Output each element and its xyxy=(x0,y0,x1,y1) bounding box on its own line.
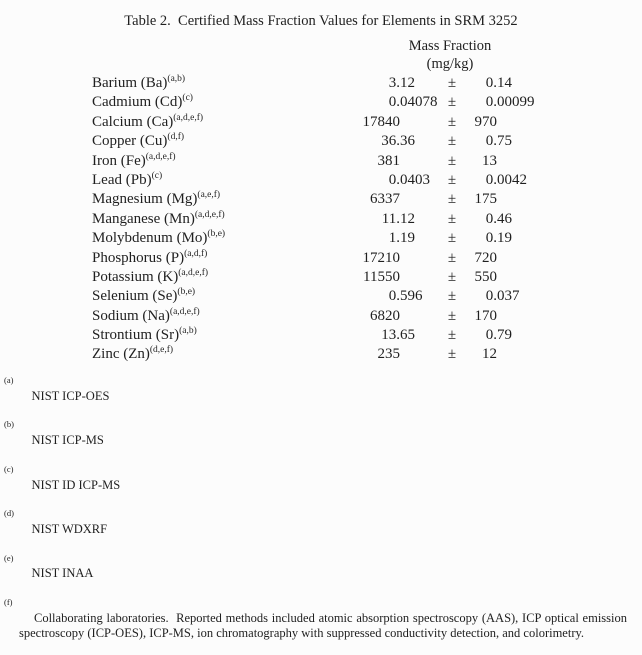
element-label: Lead (Pb) xyxy=(92,171,152,188)
plus-minus-symbol: ± xyxy=(447,191,457,208)
footnote xyxy=(4,507,627,551)
value-integer-part: 0. xyxy=(388,288,400,305)
table-row xyxy=(0,345,642,364)
table-row xyxy=(0,113,642,132)
element-name xyxy=(92,249,207,268)
footnote xyxy=(4,418,627,462)
element-methods-superscript: (a,d,e,f) xyxy=(169,306,200,317)
element-label: Cadmium (Cd) xyxy=(92,94,183,111)
value-integer-part: 11550 xyxy=(363,268,400,285)
footnote-text: NIST WDXRF xyxy=(31,521,108,536)
value-fraction-part: 12 xyxy=(400,210,415,227)
plus-minus-symbol: ± xyxy=(447,133,457,150)
element-name xyxy=(92,229,225,248)
footnote-text: Collaborating laboratories. Reported methods included atomic absorption spectroscopy (AAS), ICP optical emission spectroscopy (ICP-OES), ICP-MS, ion chromatography with suppressed conductivity detection, and colorimetry. xyxy=(19,610,631,640)
table-row xyxy=(0,307,642,326)
table-row xyxy=(0,93,642,112)
uncertainty-integer-part: 13 xyxy=(482,152,497,169)
plus-minus-symbol: ± xyxy=(447,327,457,344)
value-integer-part: 36. xyxy=(381,133,400,150)
plus-minus-symbol: ± xyxy=(447,210,457,227)
element-label: Iron (Fe) xyxy=(92,152,146,169)
footnote-text: NIST ID ICP-MS xyxy=(31,477,121,492)
value-fraction-part: 65 xyxy=(400,327,415,344)
uncertainty-fraction-part: 79 xyxy=(497,327,512,344)
element-methods-superscript: (d,f) xyxy=(167,132,185,143)
element-methods-superscript: (c) xyxy=(151,170,163,181)
certified-values-table xyxy=(0,74,642,365)
uncertainty-integer-part: 0. xyxy=(485,327,497,344)
element-methods-superscript: (a,d,e,f) xyxy=(145,151,176,162)
uncertainty-fraction-part: 19 xyxy=(497,230,512,247)
element-methods-superscript: (a,e,f) xyxy=(197,190,221,201)
value-integer-part: 3. xyxy=(388,75,400,91)
table-row xyxy=(0,171,642,190)
value-integer-part: 17840 xyxy=(362,113,400,130)
value-fraction-part: 36 xyxy=(400,133,415,150)
uncertainty-integer-part: 12 xyxy=(482,346,497,363)
uncertainty-integer-part: 0. xyxy=(485,133,497,150)
footnote-text: NIST ICP-MS xyxy=(31,433,104,448)
table-row xyxy=(0,210,642,229)
element-label: Magnesium (Mg) xyxy=(92,191,198,208)
element-name xyxy=(92,74,185,93)
table-row xyxy=(0,132,642,151)
table-row xyxy=(0,229,642,248)
element-name xyxy=(92,171,162,190)
table-row xyxy=(0,268,642,287)
value-fraction-part: 0403 xyxy=(400,171,430,188)
value-integer-part: 17210 xyxy=(362,249,400,266)
uncertainty-fraction-part: 14 xyxy=(497,75,512,91)
element-methods-superscript: (a,d,e,f) xyxy=(194,209,225,220)
element-name xyxy=(92,268,208,287)
uncertainty-integer-part: 970 xyxy=(474,113,497,130)
uncertainty-integer-part: 0. xyxy=(485,94,497,111)
element-label: Zinc (Zn) xyxy=(92,346,150,363)
column-header-line1: Mass Fraction xyxy=(408,38,492,54)
element-methods-superscript: (c) xyxy=(182,93,193,104)
element-label: Copper (Cu) xyxy=(92,133,168,150)
uncertainty-integer-part: 0. xyxy=(485,210,497,227)
element-methods-superscript: (b,e) xyxy=(177,287,196,298)
value-fraction-part: 04078 xyxy=(400,94,438,111)
element-label: Strontium (Sr) xyxy=(92,327,180,344)
value-integer-part: 0. xyxy=(388,171,400,188)
element-label: Molybdenum (Mo) xyxy=(92,230,208,247)
uncertainty-fraction-part: 00099 xyxy=(497,94,535,111)
element-label: Sodium (Na) xyxy=(92,307,170,324)
footnote xyxy=(4,463,627,507)
element-methods-superscript: (a,d,e,f) xyxy=(173,112,204,123)
table-row xyxy=(0,249,642,268)
value-integer-part: 13. xyxy=(381,327,400,344)
uncertainty-fraction-part: 46 xyxy=(497,210,512,227)
footnote-text: NIST INAA xyxy=(31,566,94,581)
plus-minus-symbol: ± xyxy=(447,75,457,91)
footnote-marker: (c) xyxy=(4,463,14,474)
footnote-marker: (f) xyxy=(4,596,13,607)
uncertainty-integer-part: 0. xyxy=(485,75,497,91)
element-methods-superscript: (a,b) xyxy=(179,326,197,337)
element-name xyxy=(92,345,173,364)
plus-minus-symbol: ± xyxy=(447,249,457,266)
plus-minus-symbol: ± xyxy=(447,307,457,324)
footnote xyxy=(4,374,627,418)
uncertainty-fraction-part: 75 xyxy=(497,133,512,150)
element-label: Manganese (Mn) xyxy=(92,210,195,227)
element-methods-superscript: (d,e,f) xyxy=(149,345,174,356)
value-integer-part: 6337 xyxy=(370,191,400,208)
element-label: Selenium (Se) xyxy=(92,288,178,305)
value-integer-part: 235 xyxy=(377,346,400,363)
uncertainty-integer-part: 720 xyxy=(474,249,497,266)
footnote-marker: (e) xyxy=(4,552,14,563)
table-row xyxy=(0,287,642,306)
plus-minus-symbol: ± xyxy=(447,171,457,188)
page-title: Table 2. Certified Mass Fraction Values for Elements in SRM 3252 xyxy=(124,13,518,29)
footnote xyxy=(4,596,631,655)
uncertainty-fraction-part: 0042 xyxy=(497,171,527,188)
uncertainty-integer-part: 175 xyxy=(474,191,497,208)
uncertainty-integer-part: 0. xyxy=(485,171,497,188)
plus-minus-symbol: ± xyxy=(447,113,457,130)
footnote-text: NIST ICP-OES xyxy=(31,388,110,403)
plus-minus-symbol: ± xyxy=(447,152,457,169)
plus-minus-symbol: ± xyxy=(447,268,457,285)
element-methods-superscript: (a,d,f) xyxy=(184,248,208,259)
value-integer-part: 6820 xyxy=(370,307,400,324)
uncertainty-fraction-part: 037 xyxy=(497,288,520,305)
element-methods-superscript: (b,e) xyxy=(207,229,226,240)
element-name xyxy=(92,113,203,132)
uncertainty-integer-part: 0. xyxy=(485,230,497,247)
element-name xyxy=(92,152,176,171)
element-name xyxy=(92,210,225,229)
value-integer-part: 381 xyxy=(377,152,400,169)
plus-minus-symbol: ± xyxy=(447,230,457,247)
element-name xyxy=(92,287,195,306)
table-row xyxy=(0,152,642,171)
footnotes-section xyxy=(4,374,631,655)
uncertainty-integer-part: 0. xyxy=(485,288,497,305)
value-fraction-part: 596 xyxy=(400,288,423,305)
element-label: Barium (Ba) xyxy=(92,75,168,91)
table-row xyxy=(0,190,642,209)
footnote-marker: (a) xyxy=(4,375,14,385)
element-name xyxy=(92,132,184,151)
plus-minus-symbol: ± xyxy=(447,288,457,305)
element-name xyxy=(92,93,193,112)
element-name xyxy=(92,190,220,209)
plus-minus-symbol: ± xyxy=(447,346,457,363)
table-row xyxy=(0,326,642,345)
uncertainty-integer-part: 550 xyxy=(474,268,497,285)
value-integer-part: 11. xyxy=(381,210,400,227)
value-integer-part: 1. xyxy=(388,230,400,247)
plus-minus-symbol: ± xyxy=(447,94,457,111)
value-integer-part: 0. xyxy=(388,94,400,111)
element-methods-superscript: (a,b) xyxy=(167,74,186,84)
mass-fraction-column-header xyxy=(375,38,525,73)
element-name xyxy=(92,326,197,345)
element-label: Potassium (K) xyxy=(92,268,179,285)
element-label: Phosphorus (P) xyxy=(92,249,185,266)
element-methods-superscript: (a,d,e,f) xyxy=(178,267,209,278)
value-fraction-part: 19 xyxy=(400,230,415,247)
column-header-unit: (mg/kg) xyxy=(426,55,474,72)
table-row xyxy=(0,74,642,93)
uncertainty-integer-part: 170 xyxy=(474,307,497,324)
footnote xyxy=(4,552,627,596)
value-fraction-part: 12 xyxy=(400,75,415,91)
element-label: Calcium (Ca) xyxy=(92,113,174,130)
footnote-marker: (d) xyxy=(4,508,14,519)
footnote-marker: (b) xyxy=(4,419,14,430)
element-name xyxy=(92,307,200,326)
